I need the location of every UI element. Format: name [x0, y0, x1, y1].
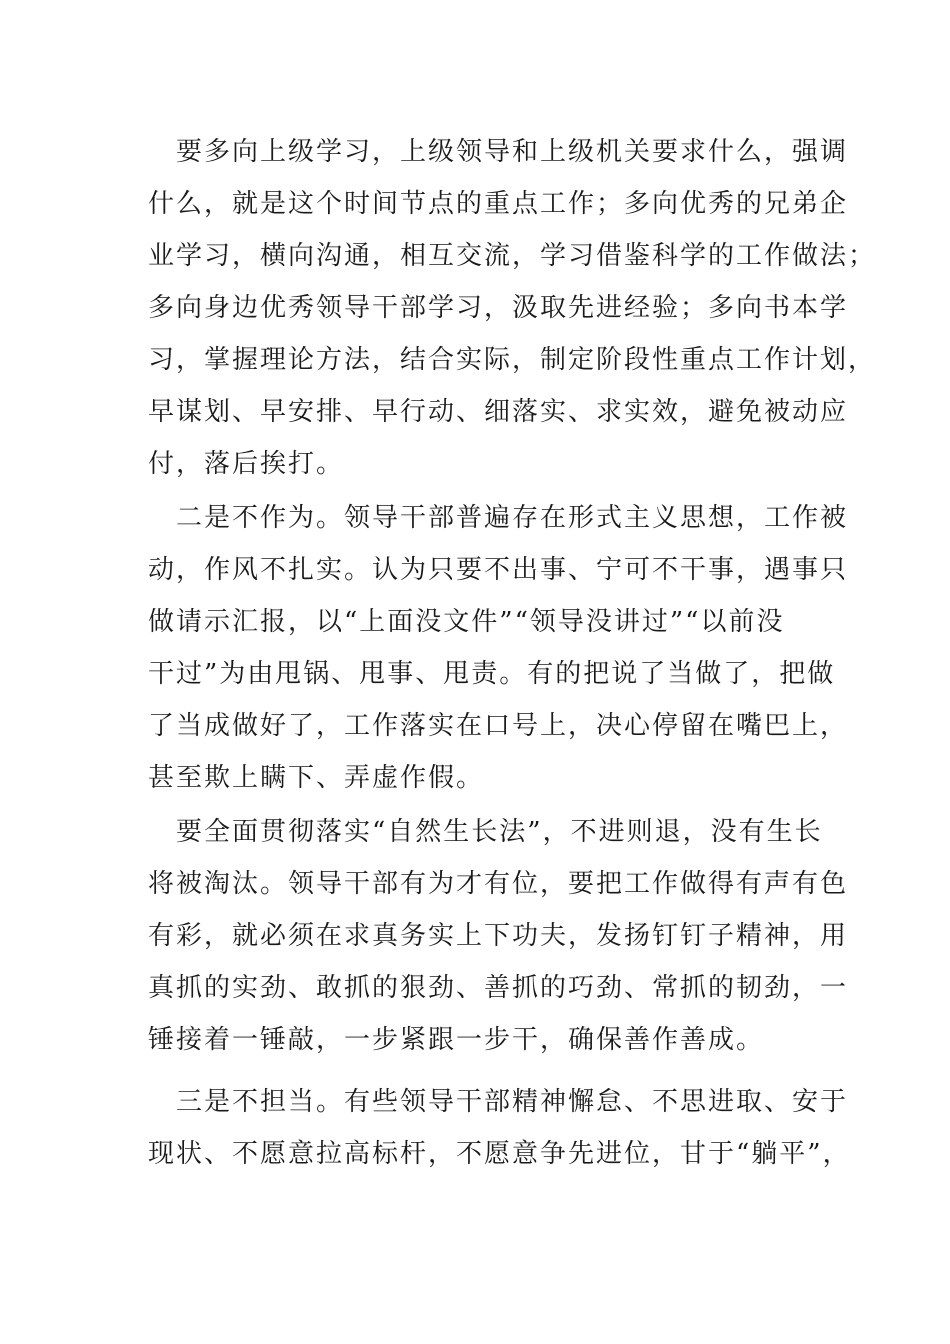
text-line: 做请示汇报，以“上面没文件”“领导没讲过”“以前没: [148, 607, 785, 637]
text-line: 锤接着一锤敲，一步紧跟一步干，确保善作善成。: [148, 1025, 765, 1055]
text-line: 什么，就是这个时间节点的重点工作；多向优秀的兄弟企: [148, 189, 849, 219]
text-line: 现状、不愿意拉高标杆，不愿意争先进位，甘于“躺平”，: [148, 1139, 851, 1169]
text-line: 二是不作为。领导干部普遍存在形式主义思想，工作被: [148, 503, 849, 533]
text-line: 三是不担当。有些领导干部精神懈怠、不思进取、安于: [148, 1087, 849, 1117]
paragraph-learn-upward: [148, 126, 877, 490]
text-line: 干过”为由甩锅、甩事、甩责。有的把说了当做了，把做: [148, 659, 836, 689]
text-line: 业学习，横向沟通，相互交流，学习借鉴科学的工作做法；: [148, 241, 877, 271]
text-line: 了当成做好了，工作落实在口号上，决心停留在嘴巴上，: [148, 711, 849, 741]
text-line: 甚至欺上瞒下、弄虚作假。: [148, 763, 485, 793]
text-line: 早谋划、早安排、早行动、细落实、求实效，避免被动应: [148, 397, 849, 427]
text-line: 多向身边优秀领导干部学习，汲取先进经验；多向书本学: [148, 293, 849, 323]
paragraph-inaction: [148, 492, 849, 804]
paragraph-no-responsibility: [148, 1076, 851, 1180]
paragraph-natural-growth: [148, 806, 849, 1066]
text-line: 有彩，就必须在求真务实上下功夫，发扬钉钉子精神，用: [148, 921, 849, 951]
text-line: 习，掌握理论方法，结合实际，制定阶段性重点工作计划，: [148, 345, 877, 375]
text-line: 要全面贯彻落实“自然生长法”，不进则退，没有生长: [148, 817, 823, 847]
text-line: 动，作风不扎实。认为只要不出事、宁可不干事，遇事只: [148, 555, 849, 585]
text-line: 真抓的实劲、敢抓的狠劲、善抓的巧劲、常抓的韧劲，一: [148, 973, 849, 1003]
text-line: 将被淘汰。领导干部有为才有位，要把工作做得有声有色: [148, 869, 849, 899]
text-line: 要多向上级学习，上级领导和上级机关要求什么，强调: [148, 137, 849, 167]
text-line: 付，落后挨打。: [148, 449, 345, 479]
